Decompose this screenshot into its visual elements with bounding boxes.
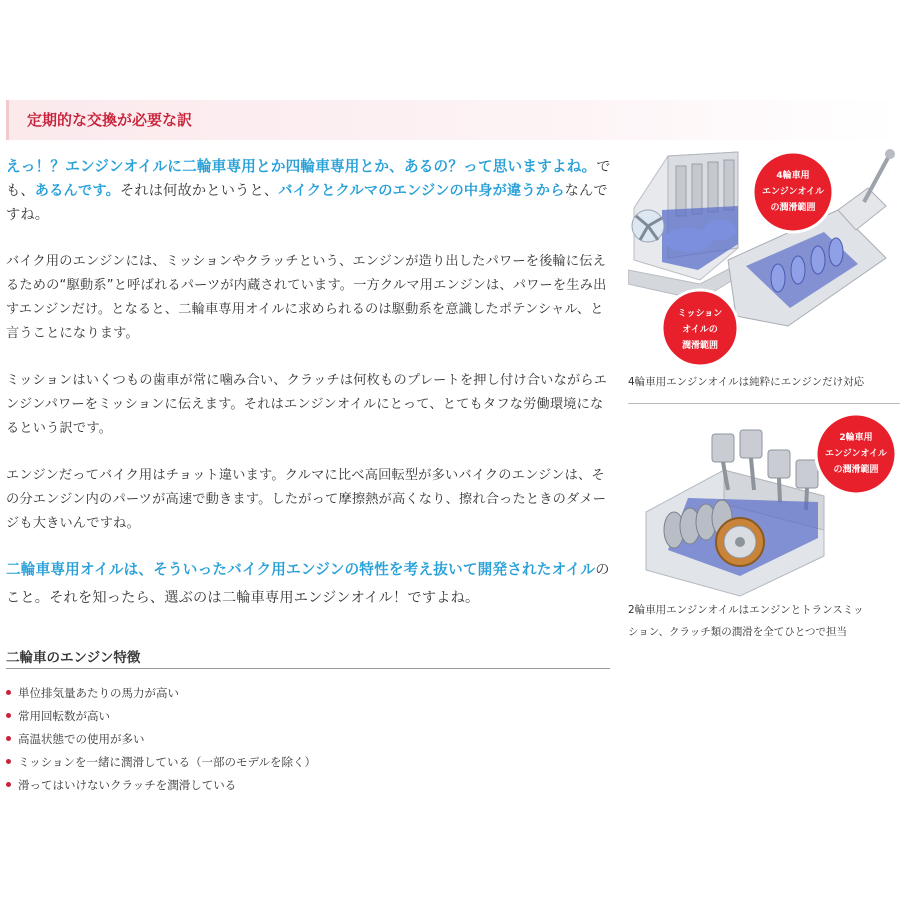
bullet-icon <box>6 782 11 787</box>
car-engine-illustration <box>628 148 900 370</box>
section-title: 定期的な交換が必要な訳 <box>27 111 193 129</box>
bullet-icon <box>6 690 11 695</box>
drivetrain-paragraph: バイク用のエンジンには、ミッションやクラッチという、エンジンが造り出したパワーを後輪に伝えるための“駆動系”と呼ばれるパーツが内蔵されています。一方クルマ用エンジンは、パワーを生み出すエンジンだけ。となると、二輪車専用オイルに求められるのは駆動系を意識したポテンシャル、と言うことになります。 <box>6 254 607 341</box>
main-content <box>6 155 612 612</box>
car-figure-caption: 4輪車用エンジンオイルは純粋にエンジンだけ対応 <box>628 376 865 388</box>
feature-item: ミッションを一緒に潤滑している（一部のモデルを除く） <box>6 753 316 776</box>
bike-badge <box>816 414 896 494</box>
bullet-icon <box>6 736 11 741</box>
intro-text-3: なんですね。 <box>6 183 608 223</box>
features-heading: 二輪車のエンジン特徴 <box>6 646 610 669</box>
svg-text:の潤滑範囲: の潤滑範囲 <box>770 203 816 213</box>
intro-highlight-2: あるんです。 <box>34 183 120 199</box>
car-mission-badge <box>662 290 738 366</box>
figure-divider <box>628 403 900 404</box>
car-engine-badge <box>753 152 833 232</box>
feature-item: 高温状態での使用が多い <box>6 730 316 753</box>
feature-item: 常用回転数が高い <box>6 707 316 730</box>
section-header <box>6 100 900 140</box>
intro-highlight-3: バイクとクルマのエンジンの中身が違うから <box>278 183 565 199</box>
conclusion-paragraph <box>6 556 612 612</box>
intro-text-1: でも、 <box>6 159 611 199</box>
svg-text:オイルの: オイルの <box>682 325 718 335</box>
bike-engine-figure <box>628 410 900 602</box>
svg-text:エンジンオイル: エンジンオイル <box>824 449 888 459</box>
svg-text:の潤滑範囲: の潤滑範囲 <box>833 465 879 475</box>
intro-paragraph <box>6 155 612 227</box>
bike-figure-caption-line-2: ション、クラッチ類の潤滑を全てひとつで担当 <box>628 626 848 638</box>
svg-text:4輪車用: 4輪車用 <box>776 171 810 181</box>
intro-highlight-1: えっ！？エンジンオイルに二輪車専用とか四輪車専用とか、あるの？って思いますよね。 <box>6 158 597 175</box>
car-engine-figure <box>628 148 900 374</box>
svg-text:潤滑範囲: 潤滑範囲 <box>681 341 719 351</box>
conclusion-text: のこと。それを知ったら、選ぶのは二輪車専用エンジンオイル！ですよね。 <box>6 562 610 606</box>
feature-item: 単位排気量あたりの馬力が高い <box>6 684 316 707</box>
intro-text-2: それは何故かというと、 <box>119 183 279 199</box>
features-list <box>6 684 316 799</box>
feature-item: 滑ってはいけないクラッチを潤滑している <box>6 776 316 799</box>
rpm-paragraph: エンジンだってバイク用はチョット違います。クルマに比べ高回転型が多いバイクのエンジンは、その分エンジン内のパーツが高速で動きます。したがって摩擦熱が高くなり、擦れ合ったときのダメージも大きいんですね。 <box>6 468 607 531</box>
bike-figure-caption-line-1: 2輪車用エンジンオイルはエンジンとトランスミッ <box>628 604 864 616</box>
svg-text:ミッション: ミッション <box>677 309 723 319</box>
svg-text:エンジンオイル: エンジンオイル <box>761 187 825 197</box>
conclusion-highlight: 二輪車専用オイルは、そういったバイク用エンジンの特性を考え抜いて開発されたオイル <box>6 561 596 578</box>
bullet-icon <box>6 759 11 764</box>
bike-engine-illustration <box>628 410 900 598</box>
gears-paragraph: ミッションはいくつもの歯車が常に噛み合い、クラッチは何枚ものプレートを押し付け合いながらエンジンパワーをミッションに伝えます。それはエンジンオイルにとって、とてもタフな労働環境になるという訳です。 <box>6 373 608 436</box>
svg-text:2輪車用: 2輪車用 <box>839 433 873 443</box>
bullet-icon <box>6 713 11 718</box>
